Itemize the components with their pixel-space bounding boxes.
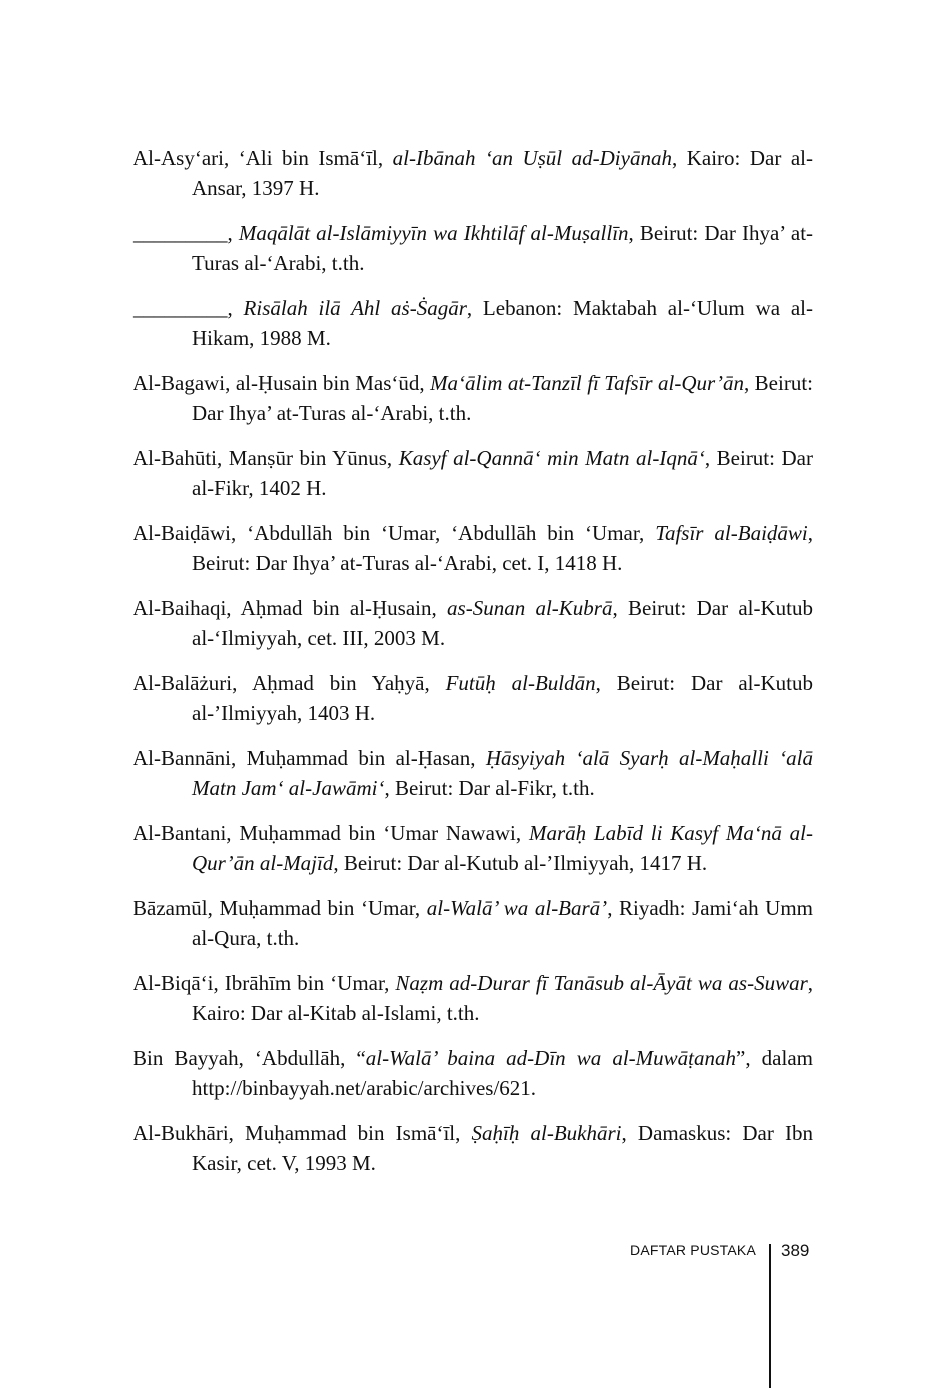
- entry-text: , Kairo: Dar al-Kitab al-Islami, t.th.: [192, 971, 813, 1025]
- entry-text: , Kairo: Dar al-Ansar, 1397 H.: [192, 146, 813, 200]
- running-footer-section-label: DAFTAR PUSTAKA: [630, 1242, 756, 1258]
- entry-title: al-Ibānah ‘an Uṣūl ad-Diyānah: [392, 146, 672, 170]
- entry-text: Al-Bannāni, Muḥammad bin al-Ḥasan,: [133, 746, 486, 770]
- bibliography-entry: [133, 443, 813, 503]
- entry-text: _________,: [133, 296, 244, 320]
- bibliography-entry: [133, 668, 813, 728]
- bibliography-entry: [133, 293, 813, 353]
- entry-text: Al-Biqā‘i, Ibrāhīm bin ‘Umar,: [133, 971, 396, 995]
- entry-title: al-Walā’ wa al-Barā’: [426, 896, 608, 920]
- entry-title: Futūḥ al-Buldān: [445, 671, 596, 695]
- entry-text: , Beirut: Dar al-Kutub al-’Ilmiyyah, 1403 H.: [192, 671, 814, 725]
- entry-text: , Beirut: Dar al-Fikr, 1402 H.: [192, 446, 813, 500]
- bibliography-entry: [133, 593, 813, 653]
- entry-title: Ma‘ālim at-Tanzīl fī Tafsīr al-Qur’ān: [430, 371, 744, 395]
- bibliography-entry: [133, 743, 813, 803]
- entry-text: , Beirut: Dar al-Fikr, t.th.: [384, 776, 595, 800]
- entry-title: Ṣaḥīḥ al-Bukhāri: [471, 1121, 622, 1145]
- entry-text: ”, dalam http://binbayyah.net/arabic/archives/621.: [192, 1046, 813, 1100]
- entry-text: , Beirut: Dar Ihya’ at-Turas al-‘Arabi, t.th.: [192, 371, 813, 425]
- entry-title: al-Walā’ baina ad-Dīn wa al-Muwāṭanah: [365, 1046, 737, 1070]
- entry-text: Al-Bantani, Muḥammad bin ‘Umar Nawawi,: [133, 821, 529, 845]
- entry-text: _________,: [133, 221, 239, 245]
- entry-text: , Damaskus: Dar Ibn Kasir, cet. V, 1993 M.: [192, 1121, 813, 1175]
- entry-title: Maqālāt al-Islāmiyyīn wa Ikhtilāf al-Muṣallīn: [238, 221, 629, 245]
- bibliography-entry: [133, 518, 813, 578]
- entry-text: Bāzamūl, Muḥammad bin ‘Umar,: [133, 896, 427, 920]
- entry-text: Al-Asy‘ari, ‘Ali bin Ismā‘īl,: [133, 146, 393, 170]
- entry-text: Al-Bukhāri, Muḥammad bin Ismā‘īl,: [133, 1121, 472, 1145]
- entry-text: , Beirut: Dar Ihya’ at-Turas al-‘Arabi, t.th.: [192, 221, 814, 275]
- entry-text: Al-Bahūti, Manṣūr bin Yūnus,: [133, 446, 399, 470]
- entry-text: Al-Baihaqi, Aḥmad bin al-Ḥusain,: [133, 596, 448, 620]
- entry-title: Kasyf al-Qannā‘ min Matn al-Iqnā‘: [398, 446, 705, 470]
- page-number: 389: [781, 1241, 810, 1260]
- entry-title: Tafsīr al-Baiḍāwi: [655, 521, 808, 545]
- bibliography-entry: [133, 1118, 813, 1178]
- bibliography-entry: [133, 143, 813, 203]
- entry-title: Risālah ilā Ahl aṡ-Ṡagār: [243, 296, 467, 320]
- entry-title: Ḥāsyiyah ‘alā Syarḥ al-Maḥalli ‘alā Matn Jam‘ al-Jawāmi‘: [192, 746, 813, 800]
- entry-text: , Beirut: Dar Ihya’ at-Turas al-‘Arabi, cet. I, 1418 H.: [192, 521, 813, 575]
- entry-title: Naẓm ad-Durar fī Tanāsub al-Āyāt wa as-Suwar: [395, 971, 808, 995]
- bibliography-entry: [133, 368, 813, 428]
- entry-text: , Beirut: Dar al-Kutub al-’Ilmiyyah, 1417 H.: [333, 851, 708, 875]
- footer-vertical-rule: [769, 1244, 771, 1388]
- bibliography-entry: [133, 968, 813, 1028]
- bibliography-entry: [133, 1043, 813, 1103]
- bibliography-entry: [133, 818, 813, 878]
- bibliography-entry: [133, 893, 813, 953]
- entry-text: , Riyadh: Jami‘ah Umm al-Qura, t.th.: [192, 896, 814, 950]
- entry-title: Marāḥ Labīd li Kasyf Ma‘nā al-Qur’ān al-Majīd: [192, 821, 813, 875]
- entry-text: Bin Bayyah, ‘Abdullāh, “: [133, 1046, 366, 1070]
- entry-text: , Beirut: Dar al-Kutub al-‘Ilmiyyah, cet. III, 2003 M.: [192, 596, 813, 650]
- entry-title: as-Sunan al-Kubrā: [447, 596, 613, 620]
- entry-text: Al-Balāżuri, Aḥmad bin Yaḥyā,: [133, 671, 446, 695]
- entry-text: Al-Bagawi, al-Ḥusain bin Mas‘ūd,: [133, 371, 431, 395]
- entry-text: Al-Baiḍāwi, ‘Abdullāh bin ‘Umar, ‘Abdullāh bin ‘Umar,: [133, 521, 656, 545]
- bibliography-entry: [133, 218, 813, 278]
- bibliography-list: [133, 143, 813, 1193]
- entry-text: , Lebanon: Maktabah al-‘Ulum wa al-Hikam, 1988 M.: [192, 296, 813, 350]
